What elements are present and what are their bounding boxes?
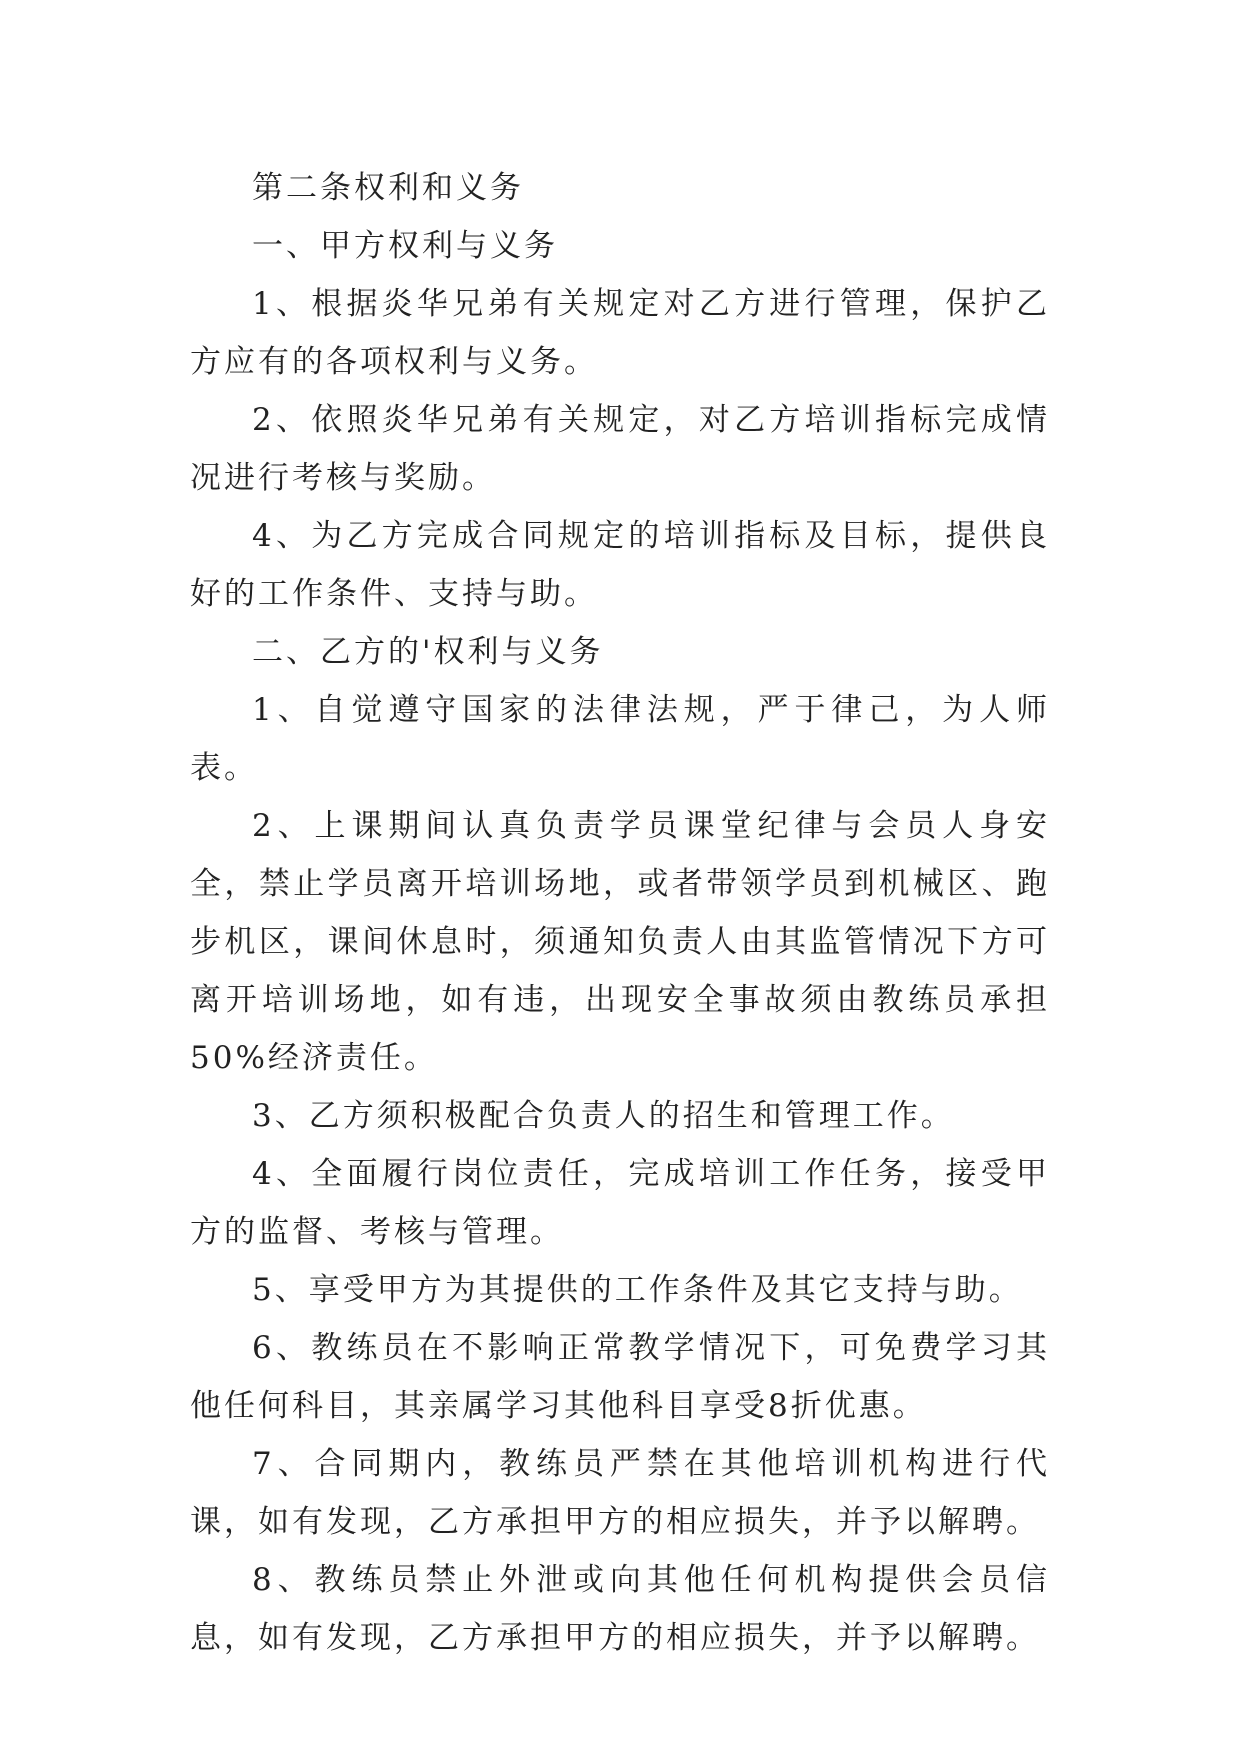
paragraph-b7: 7、合同期内，教练员严禁在其他培训机构进行代课，如有发现，乙方承担甲方的相应损失，并予以解聘。 — [190, 1446, 1050, 1540]
paragraph-b5: 5、享受甲方为其提供的工作条件及其它支持与助。 — [252, 1272, 1023, 1308]
paragraph-b8: 8、教练员禁止外泄或向其他任何机构提供会员信息，如有发现，乙方承担甲方的相应损失，并予以解聘。 — [190, 1562, 1050, 1656]
paragraph-a2: 2、依照炎华兄弟有关规定，对乙方培训指标完成情况进行考核与奖励。 — [190, 402, 1050, 496]
paragraph-b3: 3、乙方须积极配合负责人的招生和管理工作。 — [252, 1098, 955, 1134]
paragraph-a1: 1、根据炎华兄弟有关规定对乙方进行管理，保护乙方应有的各项权利与义务。 — [190, 286, 1050, 380]
paragraph-b6: 6、教练员在不影响正常教学情况下，可免费学习其他任何科目，其亲属学习其他科目享受8折优惠。 — [190, 1330, 1050, 1424]
paragraph-b4: 4、全面履行岗位责任，完成培训工作任务，接受甲方的监督、考核与管理。 — [190, 1156, 1050, 1250]
document-body — [190, 159, 1050, 1667]
section-heading: 第二条权利和义务 — [252, 170, 524, 206]
paragraph-a4: 4、为乙方完成合同规定的培训指标及目标，提供良好的工作条件、支持与助。 — [190, 518, 1050, 612]
subsection-heading-party-a: 一、甲方权利与义务 — [252, 228, 558, 264]
subsection-heading-party-b: 二、乙方的'权利与义务 — [252, 634, 604, 670]
paragraph-b2: 2、上课期间认真负责学员课堂纪律与会员人身安全，禁止学员离开培训场地，或者带领学员到机械区、跑步机区，课间休息时，须通知负责人由其监管情况下方可离开培训场地，如有违，出现安全事故须由教练员承担50%经济责任。 — [190, 808, 1050, 1076]
paragraph-b1: 1、自觉遵守国家的法律法规，严于律己，为人师表。 — [190, 692, 1050, 786]
